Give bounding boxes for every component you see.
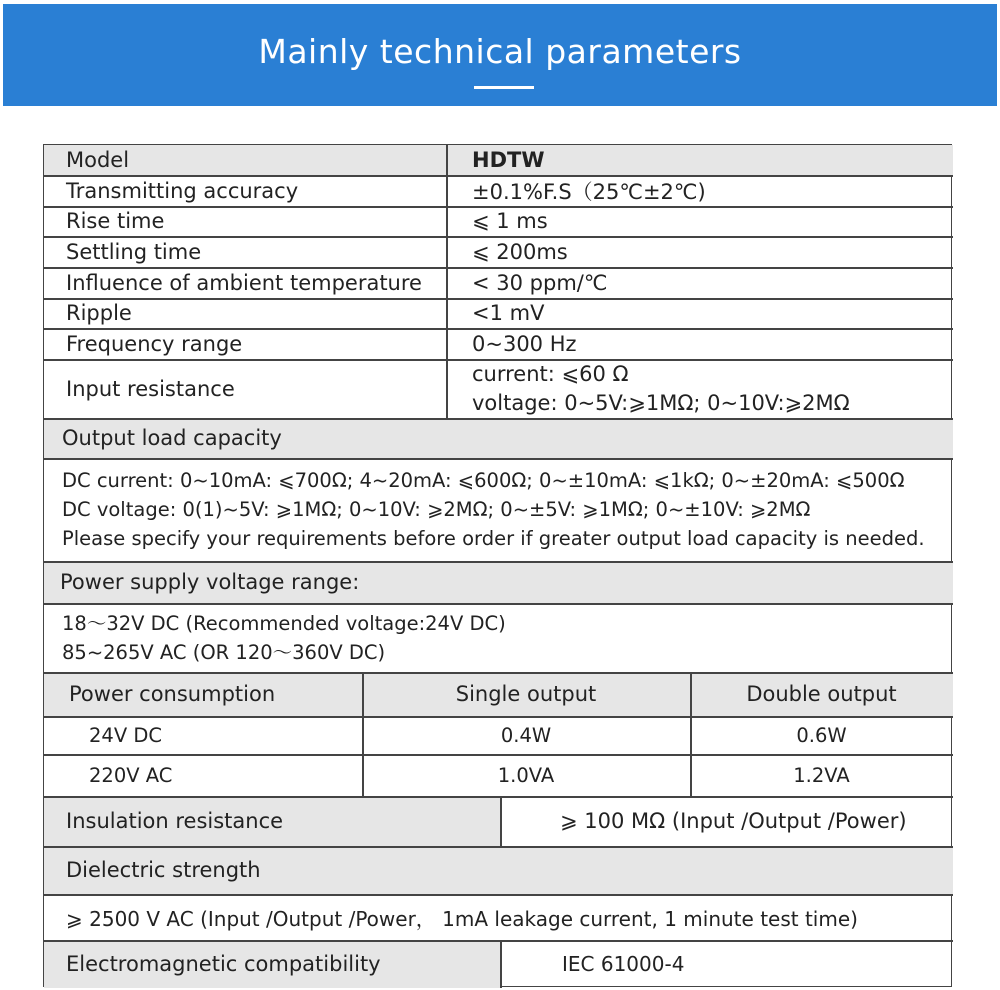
header-banner: [3, 4, 997, 106]
double-output-header: Double output: [690, 672, 953, 716]
ambient-temp-label: Influence of ambient temperature: [66, 270, 422, 295]
row-divider: [44, 716, 953, 718]
row-divider: [44, 458, 953, 460]
row-divider: [44, 267, 953, 269]
model-value: HDTW: [446, 145, 953, 175]
emc-value: IEC 61000-4: [562, 952, 685, 976]
power-consumption-header: Power consumption: [44, 672, 362, 716]
emc-label: Electromagnetic compatibility: [44, 940, 500, 988]
power-row-double: 0.6W: [796, 723, 847, 747]
rise-time-label: Rise time: [66, 209, 165, 233]
row-divider: [44, 672, 953, 674]
input-resistance-label: Input resistance: [66, 376, 235, 401]
row-divider: [44, 894, 953, 896]
single-output-header: Single output: [362, 672, 690, 716]
power-row-single: 0.4W: [500, 723, 552, 747]
row-divider: [44, 328, 953, 330]
dielectric-title: Dielectric strength: [44, 846, 953, 894]
settling-time-label: Settling time: [66, 239, 202, 264]
ambient-temp-value: < 30 ppm/℃: [472, 270, 608, 295]
input-resistance-line: current: ⩽60 Ω: [472, 361, 629, 386]
row-divider: [44, 603, 953, 605]
ripple-value: <1 mV: [472, 301, 545, 325]
column-divider: [446, 145, 448, 418]
row-divider: [44, 796, 953, 798]
column-divider: [362, 672, 364, 796]
title-underline: [474, 86, 534, 89]
frequency-range-label: Frequency range: [66, 331, 243, 356]
parameters-table: [43, 144, 952, 987]
input-resistance-value: [446, 359, 953, 418]
row-divider: [44, 298, 953, 300]
settling-time-value: ⩽ 200ms: [472, 239, 568, 264]
input-resistance-line: voltage: 0~5V:⩾1MΩ; 0~10V:⩾2MΩ: [472, 390, 850, 415]
output-load-title: Output load capacity: [44, 418, 953, 458]
power-supply-line: 18〜32V DC (Recommended voltage:24V DC): [62, 611, 506, 635]
power-row-label: 24V DC: [89, 723, 162, 747]
row-divider: [44, 175, 953, 177]
row-divider: [44, 206, 953, 208]
page-title: Mainly technical parameters: [258, 32, 742, 71]
row-divider: [44, 236, 953, 238]
row-divider: [44, 418, 953, 420]
accuracy-label: Transmitting accuracy: [66, 178, 299, 203]
row-divider: [44, 754, 953, 756]
frequency-range-value: 0~300 Hz: [472, 331, 577, 356]
model-label: Model: [44, 145, 446, 175]
insulation-value: ⩾ 100 MΩ (Input /Output /Power): [560, 809, 907, 833]
column-divider: [690, 672, 692, 796]
column-divider: [500, 940, 502, 988]
row-divider: [44, 359, 953, 361]
accuracy-value: ±0.1%F.S（25℃±2℃): [472, 179, 706, 204]
power-supply-details: [44, 603, 953, 672]
power-supply-line: 85~265V AC (OR 120〜360V DC): [62, 640, 386, 664]
row-divider: [44, 846, 953, 848]
insulation-label: Insulation resistance: [44, 796, 500, 846]
rise-time-value: ⩽ 1 ms: [472, 209, 548, 233]
dielectric-value: ⩾ 2500 V AC (Input /Output /Power， 1mA leakage current, 1 minute test time): [66, 906, 858, 931]
column-divider: [500, 796, 502, 846]
power-supply-title: Power supply voltage range:: [44, 561, 953, 603]
output-load-details: [44, 458, 953, 561]
power-row-label: 220V AC: [89, 763, 173, 787]
output-load-line: Please specify your requirements before order if greater output load capacity is needed.: [62, 527, 925, 550]
output-load-line: DC current: 0~10mA: ⩽700Ω; 4~20mA: ⩽600Ω; 0~±10mA: ⩽1kΩ; 0~±20mA: ⩽500Ω: [62, 469, 905, 492]
ripple-label: Ripple: [66, 301, 132, 325]
power-row-single: 1.0VA: [497, 763, 555, 787]
output-load-line: DC voltage: 0(1)~5V: ⩾1MΩ; 0~10V: ⩾2MΩ; 0~±5V: ⩾1MΩ; 0~±10V: ⩾2MΩ: [62, 498, 811, 521]
row-divider: [44, 561, 953, 563]
row-divider: [44, 940, 953, 942]
power-row-double: 1.2VA: [793, 763, 850, 787]
